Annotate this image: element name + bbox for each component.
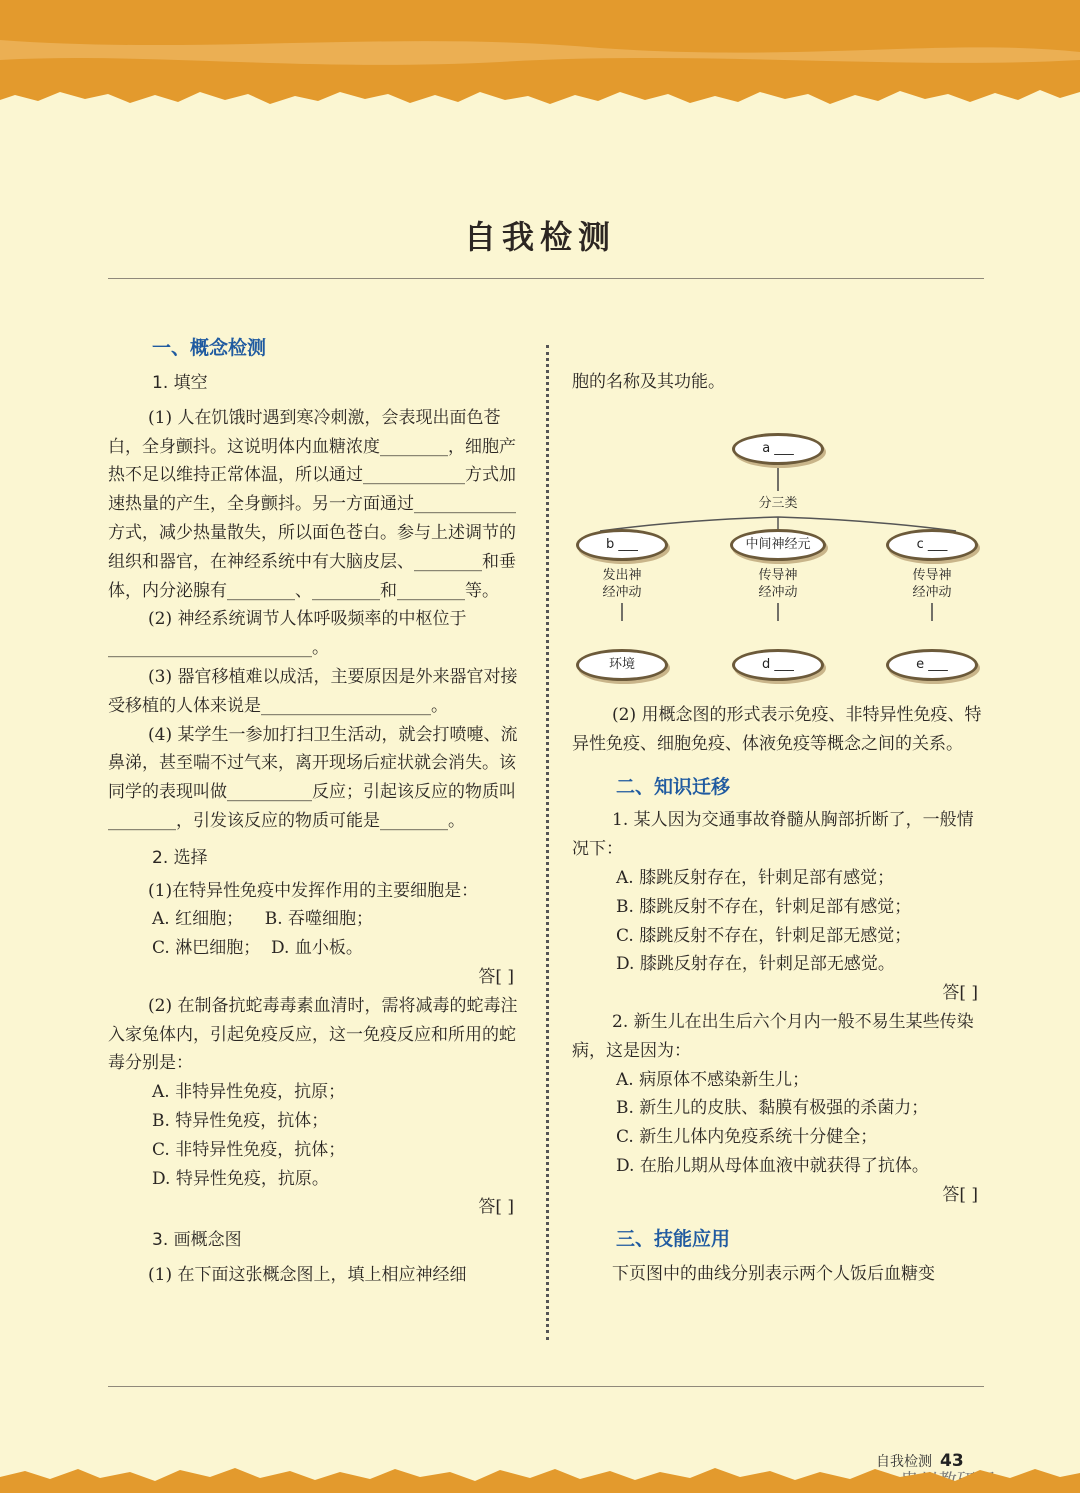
- q2-1-options-row2: C. 淋巴细胞； D. 血小板。: [152, 938, 363, 959]
- answer-bracket: 答[ ]: [478, 966, 514, 987]
- function-label-c: 传导神 经冲动: [912, 567, 952, 600]
- answer-bracket: 答[ ]: [478, 1197, 514, 1218]
- split-label: 分三类: [758, 495, 798, 511]
- option-c: C. 新生儿体内免疫系统十分健全；: [616, 1127, 878, 1148]
- top-rule: [108, 278, 984, 279]
- continued-text: 胞的名称及其功能。: [572, 372, 725, 392]
- right-column: [572, 368, 984, 1288]
- option-b: B. 膝跳反射不存在，针刺足部有感觉；: [616, 896, 912, 917]
- answer-bracket: 答[ ]: [942, 1184, 978, 1205]
- option-d: D. 在胎儿期从母体血液中就获得了抗体。: [616, 1155, 929, 1176]
- node-e: e ___: [886, 649, 978, 681]
- node-c: c ___: [886, 529, 978, 561]
- q2-1-options-row1: A. 红细胞； B. 吞噬细胞；: [152, 909, 373, 930]
- q1-2-text: (2) 神经系统调节人体呼吸频率的中枢位于________________________。: [108, 609, 467, 659]
- q2-1-text: (1)在特异性免疫中发挥作用的主要细胞是：: [148, 880, 479, 901]
- top-decorative-band: [0, 0, 1080, 112]
- option-a: A. 病原体不感染新生儿；: [616, 1069, 810, 1090]
- left-column: [108, 333, 520, 1290]
- column-divider: [546, 345, 549, 1340]
- option-b: B. 特异性免疫，抗体；: [152, 1110, 329, 1131]
- option-c: C. 膝跳反射不存在，针刺足部无感觉；: [616, 925, 912, 946]
- q3-2-text: (2) 用概念图的形式表示免疫、非特异性免疫、特异性免疫、细胞免疫、体液免疫等概念之间的关系。: [572, 704, 982, 754]
- function-label-b: 发出神 经冲动: [602, 567, 642, 600]
- k1-text: 1. 某人因为交通事故脊髓从胸部折断了，一般情况下：: [572, 810, 974, 860]
- option-d: D. 特异性免疫，抗原。: [152, 1168, 329, 1189]
- q1-heading: 1. 填空: [152, 373, 208, 393]
- s1-text: 下页图中的曲线分别表示两个人饭后血糖变: [612, 1263, 935, 1284]
- bottom-rule: [108, 1386, 984, 1387]
- page-number: 43: [940, 1451, 964, 1471]
- option-c: C. 非特异性免疫，抗体；: [152, 1139, 346, 1160]
- node-a: a ___: [732, 433, 824, 465]
- q1-4-text: (4) 某学生一参加打扫卫生活动，就会打喷嚏、流鼻涕，甚至喘不过气来，离开现场后症状就会消失。该同学的表现叫做__________反应；引起该反应的物质叫________，引发该反应的物质可能是________。: [108, 724, 518, 831]
- node-d: d ___: [732, 649, 824, 681]
- node-interneuron: 中间神经元: [730, 529, 826, 561]
- node-environment: 环境: [576, 649, 668, 681]
- answer-bracket: 答[ ]: [942, 983, 978, 1004]
- section-concept-check: 一、概念检测: [152, 337, 267, 359]
- q1-3-text: (3) 器官移植难以成活，主要原因是外来器官对接受移植的人体来说是____________________。: [108, 666, 518, 716]
- page-title: 自我检测: [463, 218, 616, 256]
- q2-heading: 2. 选择: [152, 847, 208, 868]
- q1-1-text: (1) 人在饥饿时遇到寒冷刺激，会表现出面色苍白，全身颤抖。这说明体内血糖浓度________，细胞产热不足以维持正常体温，所以通过____________方式加速热量的产生，全身颤抖。另一方面通过____________方式，减少热量散失，所以面色苍白。参与上述调节的组织和器官，在神经系统中有大脑皮层、________和垂体，内分泌腺有________、________和________等。: [108, 407, 516, 601]
- concept-map: [572, 417, 984, 689]
- option-a: A. 非特异性免疫，抗原；: [152, 1082, 346, 1103]
- q3-heading: 3. 画概念图: [152, 1230, 242, 1251]
- option-a: A. 膝跳反射存在，针刺足部有感觉；: [616, 867, 895, 888]
- option-b: B. 新生儿的皮肤、黏膜有极强的杀菌力；: [616, 1098, 929, 1119]
- section-knowledge-transfer: 二、知识迁移: [616, 776, 731, 799]
- q3-1-text: (1) 在下面这张概念图上，填上相应神经细: [148, 1264, 467, 1285]
- bottom-decorative-band: [0, 1463, 1080, 1493]
- option-d: D. 膝跳反射存在，针刺足部无感觉。: [616, 954, 895, 975]
- section-skill-application: 三、技能应用: [616, 1227, 731, 1250]
- function-label-mid: 传导神 经冲动: [758, 567, 798, 600]
- node-b: b ___: [576, 529, 668, 561]
- k2-text: 2. 新生儿在出生后六个月内一般不易生某些传染病，这是因为：: [572, 1011, 974, 1061]
- footer-label: 自我检测: [876, 1454, 932, 1470]
- q2-2-text: (2) 在制备抗蛇毒毒素血清时，需将减毒的蛇毒注入家兔体内，引起免疫反应，这一免疫反应和所用的蛇毒分别是：: [108, 995, 518, 1074]
